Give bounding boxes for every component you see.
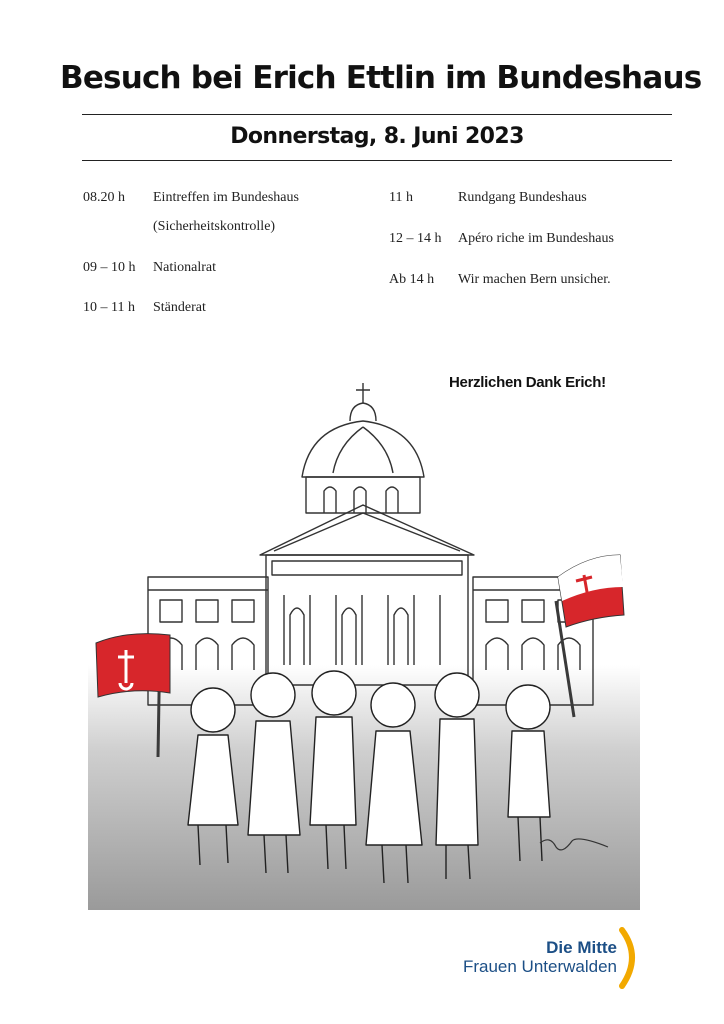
schedule-desc: Apéro riche im Bundeshaus [458,231,614,246]
logo-arc-icon [618,927,644,989]
schedule-time: 08.20 h [83,190,125,205]
schedule-time: 11 h [389,190,413,205]
schedule-desc: Wir machen Bern unsicher. [458,272,611,287]
schedule-time: 10 – 11 h [83,300,135,315]
title-divider [82,114,672,115]
logo-line1: Die Mitte [546,938,617,957]
schedule-desc: Nationalrat [153,260,216,275]
schedule-desc: (Sicherheitskontrolle) [153,219,276,234]
bundeshaus-illustration [88,365,640,910]
date-subtitle: Donnerstag, 8. Juni 2023 [230,124,524,149]
schedule-desc: Eintreffen im Bundeshaus [153,190,299,205]
schedule-time: 09 – 10 h [83,260,136,275]
thanks-caption: Herzlichen Dank Erich! [449,374,606,391]
schedule-desc: Ständerat [153,300,206,315]
logo-line2: Frauen Unterwalden [462,957,617,976]
schedule-time: 12 – 14 h [389,231,442,246]
page-title: Besuch bei Erich Ettlin im Bundeshaus [60,60,702,96]
date-divider [82,160,672,161]
building [148,383,593,883]
schedule-time: Ab 14 h [389,272,435,287]
schedule-desc: Rundgang Bundeshaus [458,190,587,205]
ground-shade [88,665,640,910]
